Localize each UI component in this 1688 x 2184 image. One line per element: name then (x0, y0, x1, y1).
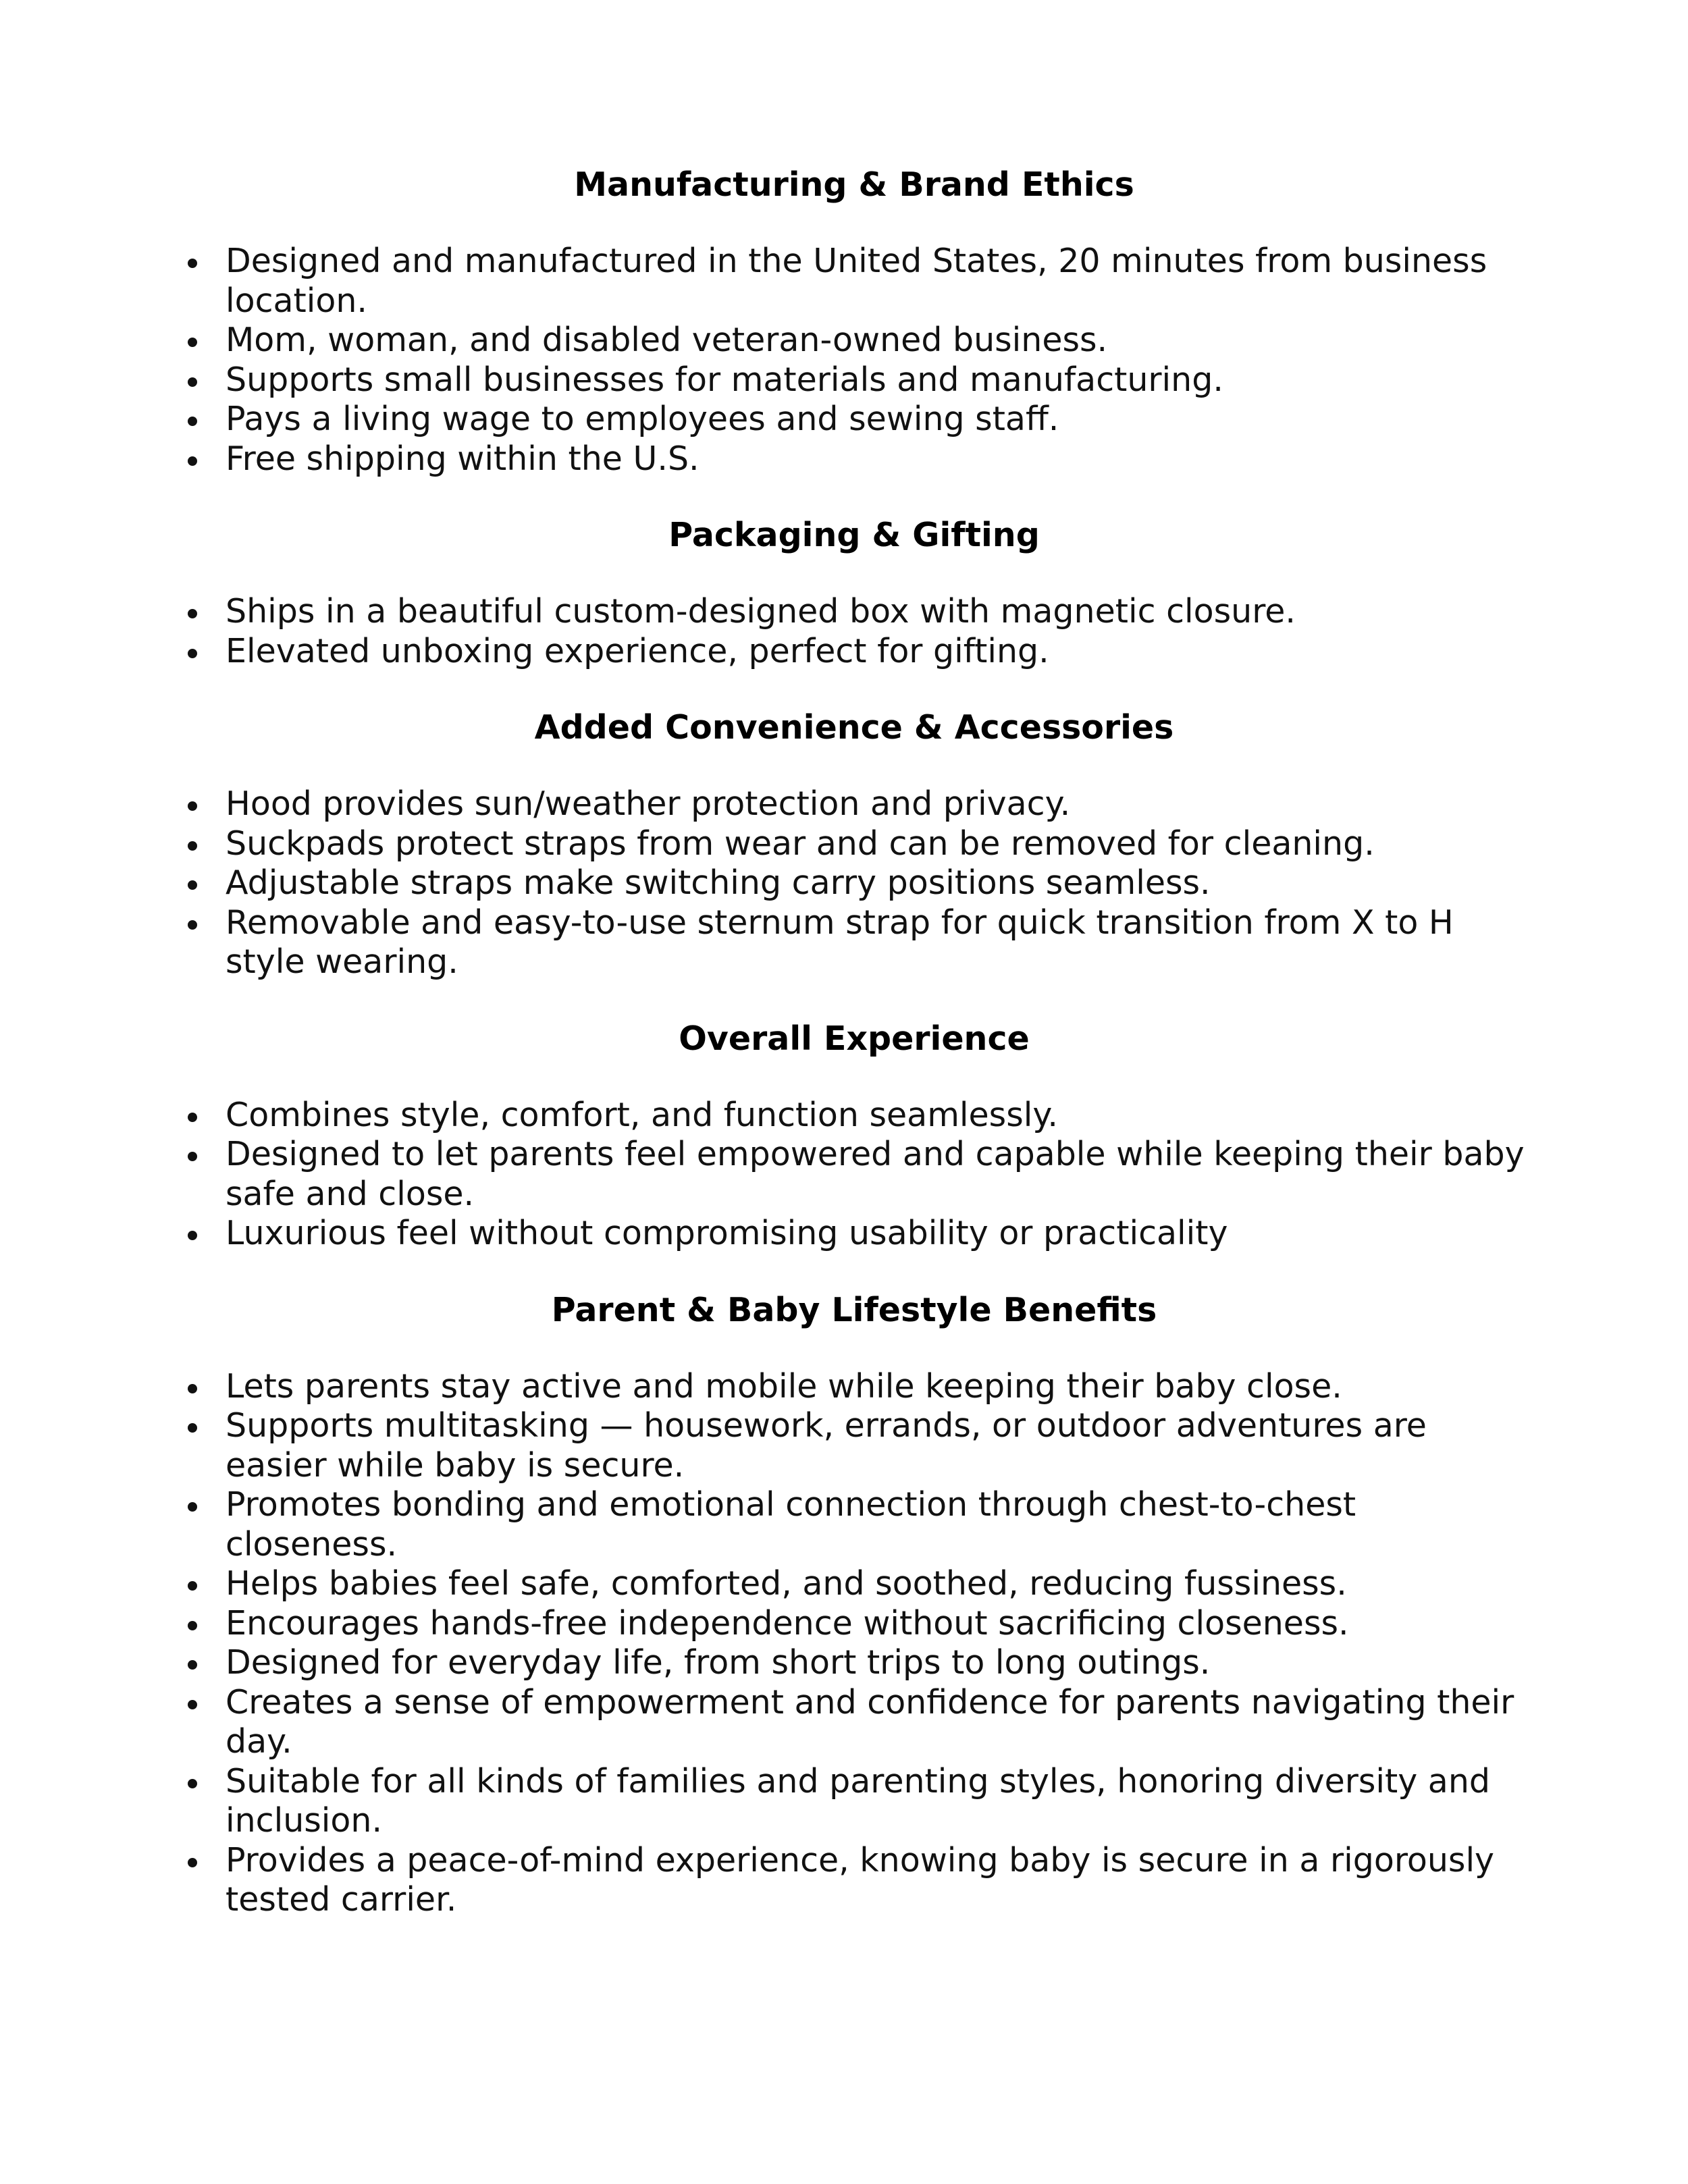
bullet-list (182, 1096, 1526, 1254)
section-heading: Manufacturing & Brand Ethics (574, 165, 1134, 204)
bullet-item (182, 361, 1526, 400)
bullet-item (182, 1367, 1526, 1407)
bullet-item (182, 1096, 1526, 1136)
bullet-text: Pays a living wage to employees and sewing staff. (226, 400, 1059, 438)
bullet-item (182, 1406, 1526, 1485)
bullet-dot-icon (188, 1152, 197, 1161)
bullet-dot-icon (188, 338, 197, 347)
bullet-text: Provides a peace-of-mind experience, knowing baby is secure in a rigorously tested carrier. (226, 1840, 1495, 1919)
bullet-text: Promotes bonding and emotional connection through chest-to-chest closeness. (226, 1485, 1356, 1564)
bullet-item (182, 321, 1526, 361)
bullet-text: Supports multitasking — housework, errands, or outdoor adventures are easier while baby is secure. (226, 1406, 1427, 1485)
bullet-list (182, 1367, 1526, 1920)
bullet-text: Mom, woman, and disabled veteran-owned business. (226, 321, 1108, 359)
bullet-dot-icon (188, 920, 197, 930)
bullet-text: Lets parents stay active and mobile while keeping their baby close. (226, 1366, 1342, 1406)
bullet-text: Combines style, comfort, and function seamlessly. (226, 1095, 1058, 1134)
section-heading: Parent & Baby Lifestyle Benefits (551, 1290, 1157, 1329)
bullet-item (182, 1643, 1526, 1683)
bullet-item (182, 400, 1526, 440)
bullet-dot-icon (188, 1779, 197, 1788)
bullet-item (182, 1683, 1526, 1762)
bullet-item (182, 1485, 1526, 1564)
bullet-list (182, 784, 1526, 982)
bullet-dot-icon (188, 1581, 197, 1591)
bullet-item (182, 1841, 1526, 1920)
section (182, 161, 1526, 479)
bullet-item (182, 440, 1526, 479)
bullet-item (182, 784, 1526, 824)
bullet-text: Designed to let parents feel empowered and capable while keeping their baby safe and close. (226, 1135, 1525, 1213)
bullet-text: Designed for everyday life, from short trips to long outings. (226, 1643, 1211, 1682)
bullet-dot-icon (188, 841, 197, 851)
bullet-item (182, 1214, 1526, 1254)
bullet-item (182, 903, 1526, 982)
bullet-text: Ships in a beautiful custom-designed box with magnetic closure. (226, 592, 1296, 631)
bullet-dot-icon (188, 609, 197, 618)
bullet-item (182, 1762, 1526, 1841)
bullet-text: Suitable for all kinds of families and parenting styles, honoring diversity and inclusion. (226, 1761, 1490, 1840)
bullet-item (182, 592, 1526, 632)
section (182, 703, 1526, 982)
section-heading: Added Convenience & Accessories (534, 708, 1174, 747)
section (182, 1015, 1526, 1254)
section (182, 511, 1526, 671)
bullet-dot-icon (188, 880, 197, 890)
bullet-text: Helps babies feel safe, comforted, and soothed, reducing fussiness. (226, 1564, 1347, 1603)
document-content (182, 161, 1526, 1952)
bullet-list (182, 242, 1526, 479)
bullet-text: Hood provides sun/weather protection and privacy. (226, 784, 1071, 823)
section-heading: Packaging & Gifting (668, 516, 1040, 554)
bullet-text: Supports small businesses for materials and manufacturing. (226, 360, 1223, 399)
bullet-item (182, 1604, 1526, 1644)
bullet-dot-icon (188, 649, 197, 658)
bullet-dot-icon (188, 1231, 197, 1240)
section (182, 1286, 1526, 1920)
bullet-text: Suckpads protect straps from wear and can be removed for cleaning. (226, 824, 1375, 863)
bullet-text: Designed and manufactured in the United States, 20 minutes from business location. (226, 242, 1487, 320)
bullet-dot-icon (188, 1423, 197, 1433)
bullet-dot-icon (188, 1858, 197, 1867)
bullet-item (182, 863, 1526, 903)
bullet-text: Elevated unboxing experience, perfect for gifting. (226, 631, 1049, 670)
bullet-text: Free shipping within the U.S. (226, 439, 700, 478)
bullet-dot-icon (188, 801, 197, 811)
bullet-dot-icon (188, 1384, 197, 1393)
bullet-dot-icon (188, 417, 197, 426)
bullet-text: Adjustable straps make switching carry positions seamless. (226, 863, 1211, 902)
bullet-text: Encourages hands-free independence without sacrificing closeness. (226, 1603, 1349, 1643)
bullet-item (182, 824, 1526, 864)
bullet-item (182, 1564, 1526, 1604)
bullet-text: Luxurious feel without compromising usability or practicality (226, 1214, 1228, 1252)
bullet-dot-icon (188, 377, 197, 387)
bullet-dot-icon (188, 259, 197, 268)
bullet-list (182, 592, 1526, 671)
bullet-dot-icon (188, 1113, 197, 1122)
bullet-dot-icon (188, 1660, 197, 1670)
bullet-item (182, 632, 1526, 672)
bullet-text: Removable and easy-to-use sternum strap for quick transition from X to H style wearing. (226, 903, 1454, 981)
bullet-dot-icon (188, 1621, 197, 1630)
bullet-dot-icon (188, 1502, 197, 1512)
bullet-dot-icon (188, 1700, 197, 1709)
bullet-item (182, 242, 1526, 321)
bullet-item (182, 1135, 1526, 1214)
section-heading: Overall Experience (679, 1019, 1030, 1058)
bullet-text: Creates a sense of empowerment and confidence for parents navigating their day. (226, 1682, 1514, 1761)
bullet-dot-icon (188, 456, 197, 466)
